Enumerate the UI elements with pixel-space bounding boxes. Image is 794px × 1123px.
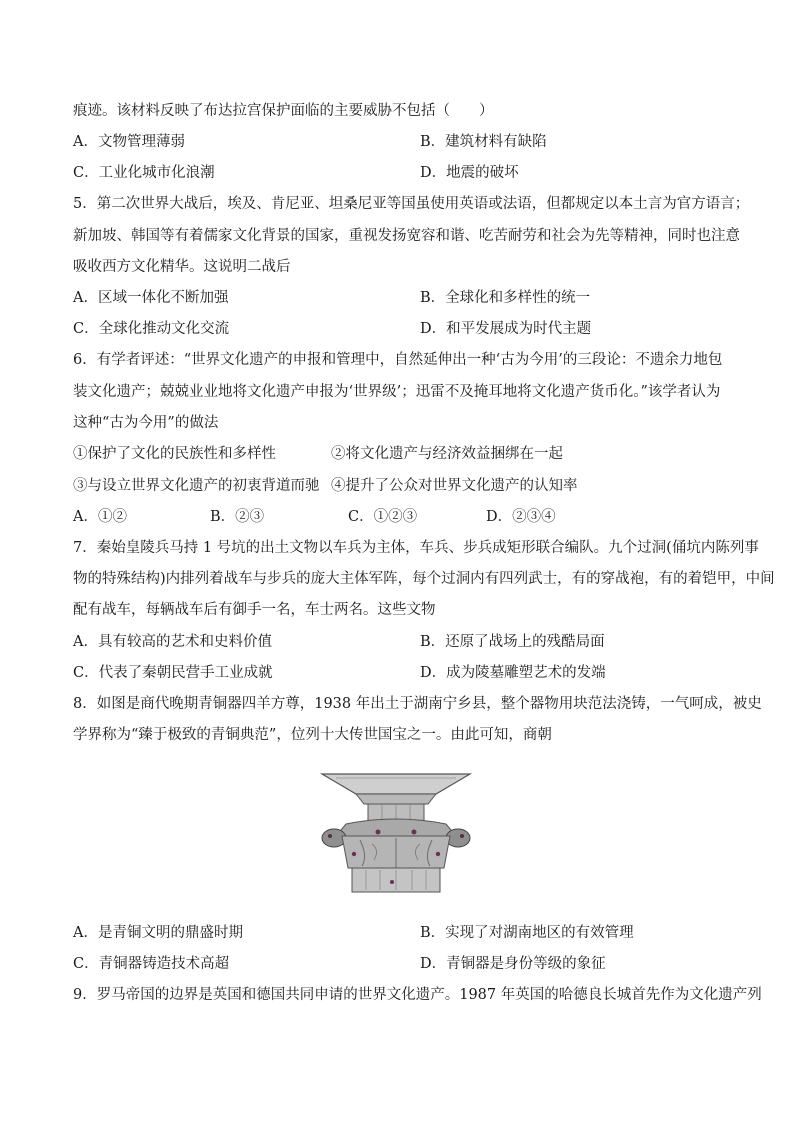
- q5-stem-line-3: 吸收西方文化精华。这说明二战后: [73, 259, 291, 275]
- q6-statement-2: ②将文化遗产与经济效益捆绑在一起: [331, 446, 563, 462]
- q6-stem-line-3: 这种“古为今用”的做法: [73, 415, 219, 431]
- q6-option-c: C．①②③: [348, 509, 418, 525]
- q7-option-a: A．具有较高的艺术和史料价值: [73, 634, 272, 650]
- q6-stem-line-1: 6．有学者评述：“世界文化遗产的申报和管理中，自然延伸出一种‘古为今用’的三段论：不遗余力地包: [73, 352, 723, 368]
- q9-stem-line-1: 9．罗马帝国的边界是英国和德国共同申请的世界文化遗产。1987 年英国的哈德良长城首先作为文化遗产列: [73, 987, 762, 1003]
- q8-option-b: B．实现了对湖南地区的有效管理: [420, 925, 634, 941]
- q6-statement-4: ④提升了公众对世界文化遗产的认知率: [331, 478, 578, 494]
- q6-option-a: A．①②: [73, 509, 127, 525]
- q7-stem-line-2: 物的特殊结构)内排列着战车与步兵的庞大主体军阵，每个过洞内有四列武士，有的穿战袍，有的着铠甲，中间: [73, 571, 775, 587]
- q4-option-b: B．建筑材料有缺陷: [420, 134, 547, 150]
- q5-option-d: D．和平发展成为时代主题: [420, 321, 592, 337]
- q6-statement-1: ①保护了文化的民族性和多样性: [73, 446, 276, 462]
- q7-stem-line-3: 配有战车，每辆战车后有御手一名，车士两名。这些文物: [73, 602, 436, 618]
- q7-option-b: B．还原了战场上的残酷局面: [420, 634, 605, 650]
- q6-option-row: [73, 507, 556, 527]
- q7-option-c: C．代表了秦朝民营手工业成就: [73, 665, 273, 681]
- q5-option-c: C．全球化推动文化交流: [73, 321, 230, 337]
- q6-option-b: B．②③: [210, 509, 265, 525]
- q4-tail: 痕迹。该材料反映了布达拉宫保护面临的主要威胁不包括（ ）: [73, 103, 494, 119]
- q4-option-a: A．文物管理薄弱: [73, 134, 185, 150]
- q4-option-row-1: [73, 132, 547, 152]
- q5-option-row-1: [73, 288, 591, 308]
- q4-option-row-2: [73, 163, 519, 183]
- q5-option-a: A．区域一体化不断加强: [73, 290, 229, 306]
- q6-statement-row-1: [73, 444, 563, 464]
- q8-option-a: A．是青铜文明的鼎盛时期: [73, 925, 243, 941]
- q6-statement-3: ③与设立世界文化遗产的初衷背道而驰: [73, 478, 320, 494]
- q7-option-row-2: [73, 663, 606, 683]
- four-ram-zun-image: [316, 764, 476, 898]
- q5-option-row-2: [73, 319, 592, 339]
- q5-option-b: B．全球化和多样性的统一: [420, 290, 591, 306]
- q8-stem-line-2: 学界称为“臻于极致的青铜典范”，位列十大传世国宝之一。由此可知，商朝: [73, 727, 552, 743]
- q6-option-d: D．②③④: [486, 509, 556, 525]
- q5-stem-line-2: 新加坡、韩国等有着儒家文化背景的国家，重视发扬宽容和谐、吃苦耐劳和社会为先等精神，同时也注意: [73, 228, 740, 244]
- q7-stem-line-1: 7．秦始皇陵兵马持 1 号坑的出土文物以车兵为主体，车兵、步兵成矩形联合编队。九个过洞(俑坑内陈列事: [73, 540, 759, 556]
- q7-option-d: D．成为陵墓雕塑艺术的发端: [420, 665, 606, 681]
- q7-option-row-1: [73, 632, 605, 652]
- q8-option-row-1: [73, 923, 634, 943]
- q4-option-c: C．工业化城市化浪潮: [73, 165, 215, 181]
- q8-option-d: D．青铜器是身份等级的象征: [420, 956, 606, 972]
- q4-option-d: D．地震的破坏: [420, 165, 519, 181]
- q5-stem-line-1: 5．第二次世界大战后，埃及、肯尼亚、坦桑尼亚等国虽使用英语或法语，但都规定以本土言为官方语言；: [73, 196, 750, 212]
- q8-stem-line-1: 8．如图是商代晚期青铜器四羊方尊，1938 年出土于湖南宁乡县，整个器物用块范法浇铸，一气呵成，被史: [73, 696, 762, 712]
- q6-stem-line-2: 装文化遗产；兢兢业业地将文化遗产申报为‘世界级’；迅雷不及掩耳地将文化遗产货币化。”该学者认为: [73, 384, 721, 400]
- q6-statement-row-2: [73, 476, 578, 496]
- q8-option-c: C．青铜器铸造技术高超: [73, 956, 230, 972]
- q8-option-row-2: [73, 954, 606, 974]
